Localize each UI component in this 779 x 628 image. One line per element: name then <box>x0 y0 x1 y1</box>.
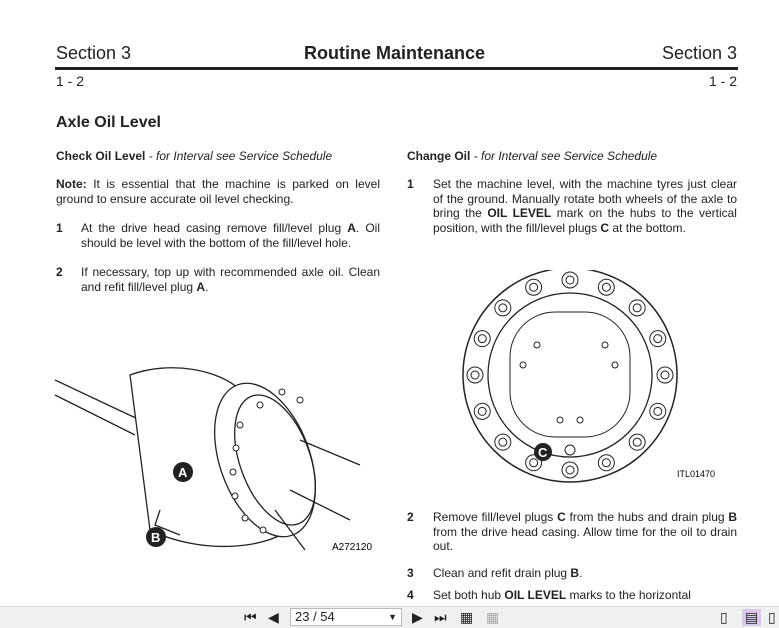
hub-bolt <box>654 407 662 415</box>
hub-bolt <box>566 276 574 284</box>
change-step-1: Set the machine level, with the machine tyres just clear of the ground. Manually rotate both wheels of the axle to bring the OIL LEVEL mark on the hubs to the vertical position, with the fill/level plugs C at the bottom. <box>433 177 737 235</box>
hub-bolt <box>530 459 538 467</box>
step-number: 3 <box>407 566 414 580</box>
hub-bolt <box>654 335 662 343</box>
step-number: 2 <box>407 510 414 524</box>
hub-bolt <box>471 371 479 379</box>
facing-view-icon[interactable]: ▯ <box>768 609 776 625</box>
hub-bolt <box>478 335 486 343</box>
page-number-right: 1 - 2 <box>708 73 737 89</box>
hub-bolt <box>633 438 641 446</box>
check-step-2: If necessary, top up with recommended axle oil. Clean and refit fill/level plug A. <box>81 265 380 294</box>
hub-bolt <box>478 407 486 415</box>
hub-bolt <box>602 283 610 291</box>
hub-bolt <box>661 371 669 379</box>
last-page-icon[interactable]: ⏭ <box>434 609 447 625</box>
step-number: 2 <box>56 265 63 279</box>
label-b: B <box>151 530 161 545</box>
hub-bolt <box>499 438 507 446</box>
figure-code: A272120 <box>332 542 373 553</box>
axle-drive-head-figure <box>50 350 380 560</box>
next-page-icon[interactable]: ▶ <box>412 609 423 625</box>
page-title: Routine Maintenance <box>304 43 486 63</box>
check-step-1: At the drive head casing remove fill/level plug A. Oil should be level with the bottom of the fill/level hole. <box>81 221 380 250</box>
continuous-view-icon[interactable]: ▤ <box>742 609 761 626</box>
section-right: Section 3 <box>661 43 737 63</box>
hub-bolt <box>602 459 610 467</box>
header-rule <box>55 67 738 70</box>
figure-code: ITL01470 <box>677 469 716 479</box>
step-number: 1 <box>56 221 63 235</box>
label-a: A <box>178 465 188 480</box>
chevron-down-icon[interactable]: ▼ <box>388 612 397 622</box>
section-heading: Axle Oil Level <box>56 114 161 131</box>
previous-page-icon[interactable]: ◀ <box>268 609 279 625</box>
first-page-icon[interactable]: ⏮ <box>244 609 257 625</box>
hub-bolt <box>530 283 538 291</box>
step-number: 4 <box>407 588 414 602</box>
hub-figure <box>455 270 735 485</box>
copy-icon[interactable]: ▦ <box>486 609 500 625</box>
change-step-3: Clean and refit drain plug B. <box>433 566 583 580</box>
label-c: C <box>538 445 548 460</box>
note: Note: It is essential that the machine is parked on level ground to ensure accurate oil level checking. <box>56 177 380 206</box>
hub-bolt <box>499 304 507 312</box>
change-step-4: Set both hub OIL LEVEL marks to the horizontal <box>433 588 691 602</box>
step-number: 1 <box>407 177 414 191</box>
page-number-left: 1 - 2 <box>56 73 85 89</box>
change-step-2: Remove fill/level plugs C from the hubs and drain plug B from the drive head casing. Allow time for the oil to drain out. <box>433 510 738 553</box>
change-oil-title: Change Oil - for Interval see Service Schedule <box>407 149 658 163</box>
page-selector[interactable]: 23 / 54 ▼ <box>290 608 402 626</box>
hub-bolt <box>566 466 574 474</box>
hub-bolt <box>633 304 641 312</box>
viewer-toolbar <box>0 606 779 628</box>
single-page-view-icon[interactable]: ▯ <box>720 609 728 625</box>
check-oil-title: Check Oil Level - for Interval see Service Schedule <box>56 149 333 163</box>
export-icon[interactable]: ▦ <box>460 609 474 625</box>
section-left: Section 3 <box>56 43 132 63</box>
